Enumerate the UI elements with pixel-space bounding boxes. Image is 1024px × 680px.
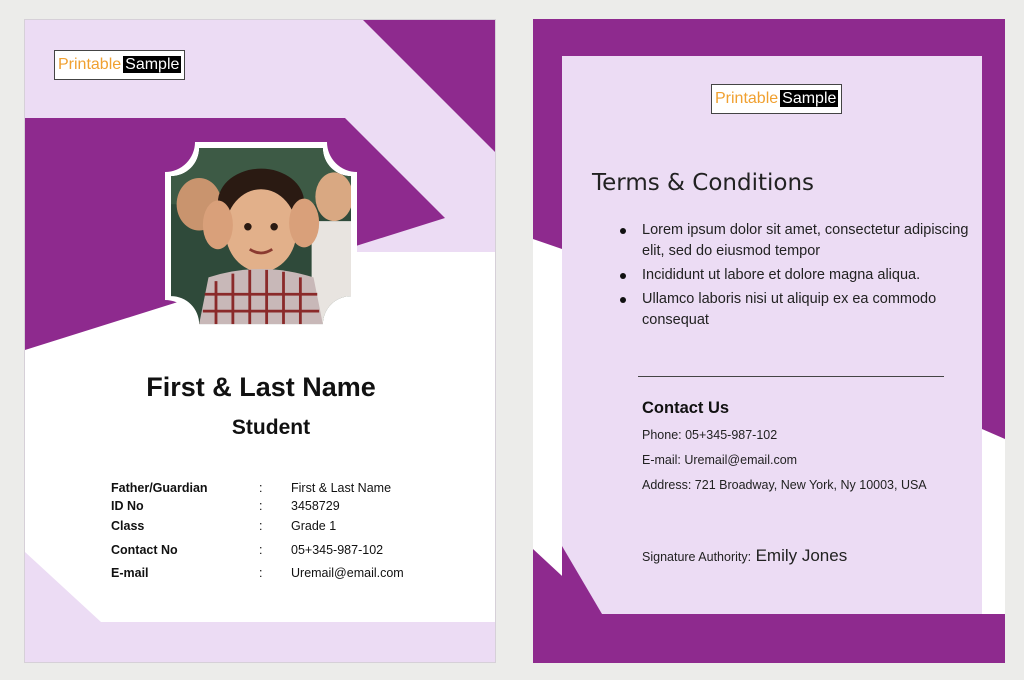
detail-separator: : — [259, 543, 263, 557]
detail-label: Contact No — [111, 543, 178, 557]
detail-separator: : — [259, 519, 263, 533]
signature-name: Emily Jones — [755, 546, 848, 565]
logo-text-sample: Sample — [125, 56, 180, 73]
signature-line — [642, 546, 847, 566]
terms-list — [618, 220, 978, 334]
divider-line — [638, 376, 944, 377]
logo-text-printable: Printable — [58, 56, 122, 73]
detail-value: 3458729 — [291, 499, 340, 513]
back-logo — [711, 84, 842, 114]
terms-item: Lorem ipsum dolor sit amet, consectetur adipiscing elit, sed do eiusmod tempor — [618, 220, 978, 262]
detail-value: 05+345-987-102 — [291, 543, 384, 557]
detail-label: Class — [111, 519, 145, 533]
contact-address: Address: 721 Broadway, New York, Ny 10003, USA — [642, 478, 927, 492]
detail-value: First & Last Name — [291, 481, 392, 495]
contact-email: E-mail: Uremail@email.com — [642, 453, 798, 467]
detail-separator: : — [259, 566, 263, 580]
contact-title: Contact Us — [642, 399, 730, 417]
detail-label: E-mail — [111, 566, 149, 580]
logo-text-printable: Printable — [715, 90, 779, 107]
contact-phone: Phone: 05+345-987-102 — [642, 428, 778, 442]
detail-label: Father/Guardian — [111, 481, 208, 495]
student-photo — [165, 142, 357, 330]
back-inner-bottom-left-triangle — [562, 546, 602, 614]
logo-text-sample: Sample — [782, 90, 837, 107]
detail-value: Grade 1 — [291, 519, 337, 533]
detail-separator: : — [259, 481, 263, 495]
back-inner-corner-shapes — [562, 56, 982, 614]
terms-item: Ullamco laboris nisi ut aliquip ex ea commodo consequat — [618, 289, 978, 331]
detail-separator: : — [259, 499, 263, 513]
terms-title: Terms & Conditions — [592, 170, 815, 196]
front-logo — [54, 50, 185, 80]
student-role: Student — [231, 416, 311, 439]
detail-value: Uremail@email.com — [291, 566, 404, 580]
student-name: First & Last Name — [146, 372, 376, 402]
signature-label: Signature Authority: — [642, 550, 752, 564]
back-content-panel — [562, 56, 982, 614]
terms-item: Incididunt ut labore et dolore magna aliqua. — [618, 265, 978, 286]
id-card-front — [24, 19, 496, 663]
detail-label: ID No — [111, 499, 144, 513]
id-card-back — [533, 19, 1005, 663]
back-right-white-shape — [982, 429, 1005, 614]
